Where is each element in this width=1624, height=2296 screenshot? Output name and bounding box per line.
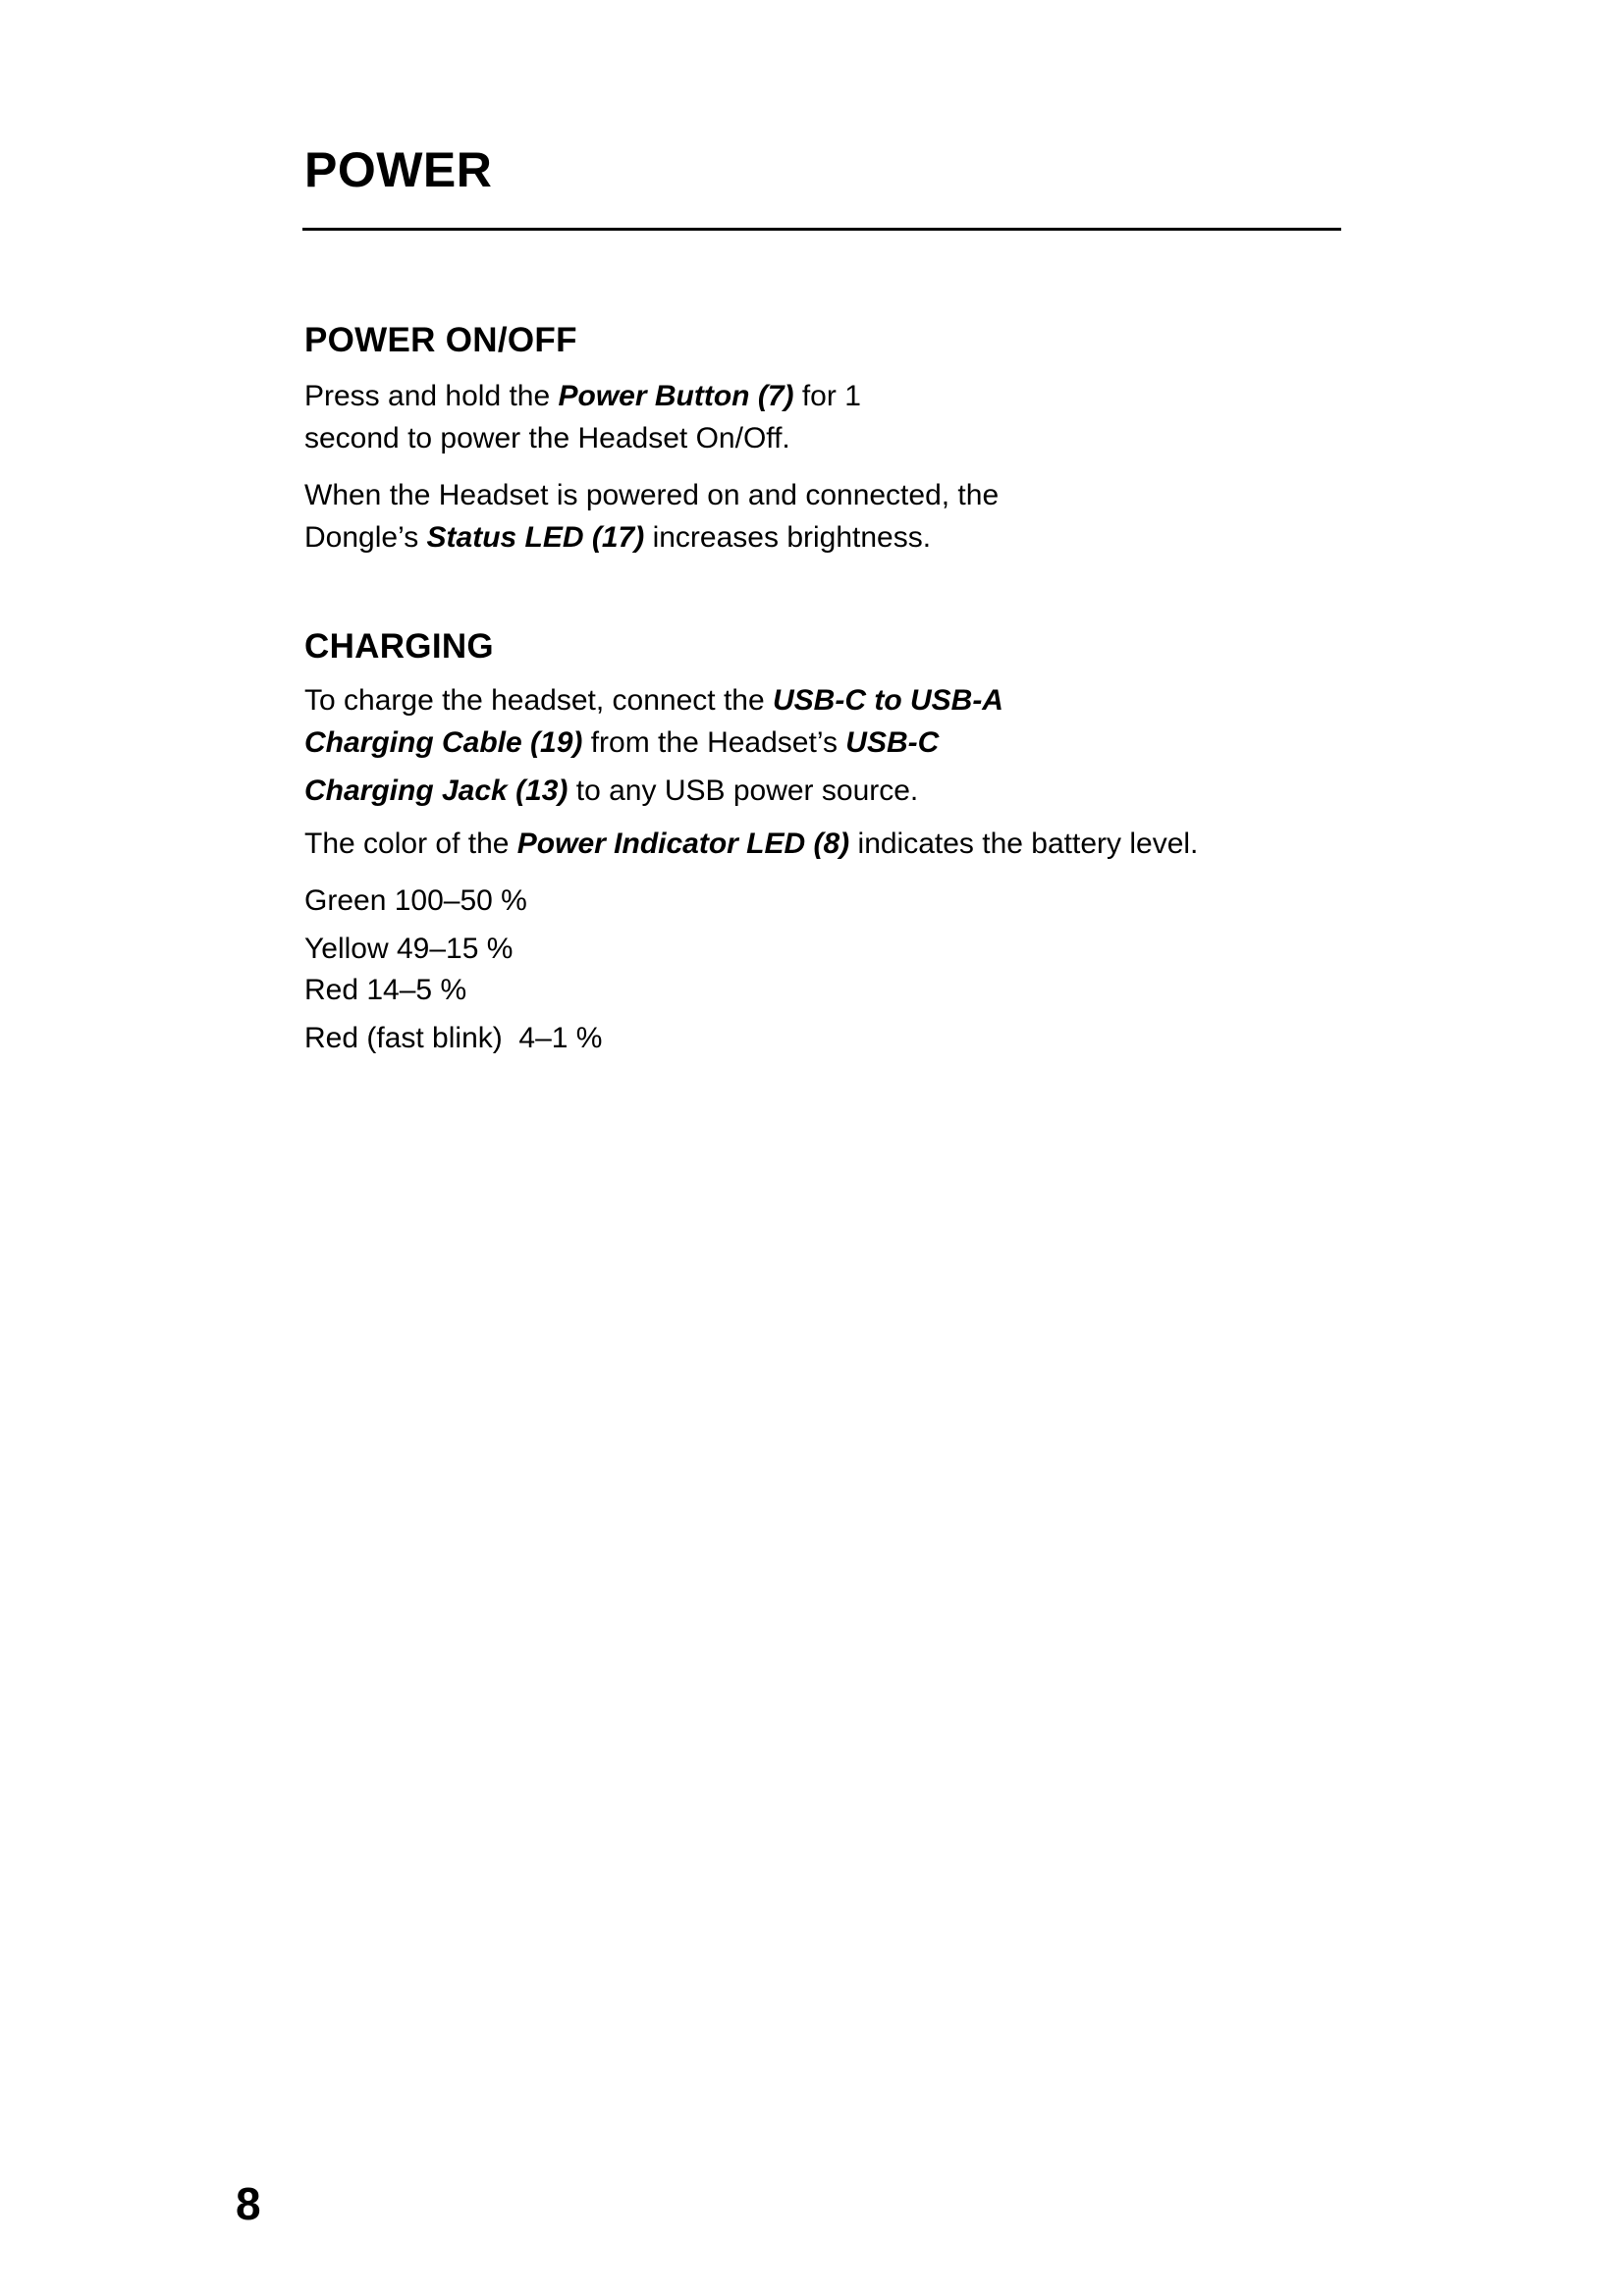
plain-text: to any USB power source. [568, 774, 919, 807]
charging-paragraph-1-line-2 [304, 728, 939, 758]
plain-text: Dongle’s [304, 521, 427, 554]
power-on-off-paragraph-2-line-1: When the Headset is powered on and connected, the [304, 479, 1000, 511]
battery-level-yellow: Yellow 49–15 % [304, 933, 514, 965]
page-title: POWER [304, 142, 493, 197]
plain-text: for 1 [793, 380, 861, 412]
usb-c-reference: USB-C [845, 726, 940, 759]
charging-cable-reference: Charging Cable (19) [304, 726, 583, 759]
charging-heading: CHARGING [304, 627, 494, 666]
battery-level-red-fast-blink: Red (fast blink) 4–1 % [304, 1022, 603, 1054]
charging-paragraph-1-line-1 [304, 686, 1003, 716]
status-led-reference: Status LED (17) [426, 521, 645, 554]
power-on-off-paragraph-1-line-1 [304, 382, 861, 411]
power-on-off-heading: POWER ON/OFF [304, 321, 577, 359]
charging-paragraph-2 [304, 829, 1198, 859]
plain-text: The color of the [304, 828, 517, 860]
plain-text: Press and hold the [304, 380, 559, 412]
power-button-reference: Power Button (7) [558, 380, 794, 412]
power-on-off-paragraph-1-line-2: second to power the Headset On/Off. [304, 422, 790, 454]
charging-paragraph-1-line-3 [304, 776, 918, 806]
plain-text: indicates the battery level. [849, 828, 1199, 860]
plain-text: increases brightness. [644, 521, 932, 554]
power-indicator-led-reference: Power Indicator LED (8) [516, 828, 850, 860]
plain-text: To charge the headset, connect the [304, 684, 773, 717]
page-number: 8 [236, 2178, 261, 2229]
power-on-off-paragraph-2-line-2 [304, 523, 931, 553]
plain-text: from the Headset’s [582, 726, 846, 759]
charging-jack-reference: Charging Jack (13) [304, 774, 568, 807]
battery-level-red: Red 14–5 % [304, 974, 467, 1006]
title-divider [302, 228, 1341, 231]
battery-level-green: Green 100–50 % [304, 884, 527, 917]
usb-cable-reference: USB-C to USB-A [773, 684, 1003, 717]
